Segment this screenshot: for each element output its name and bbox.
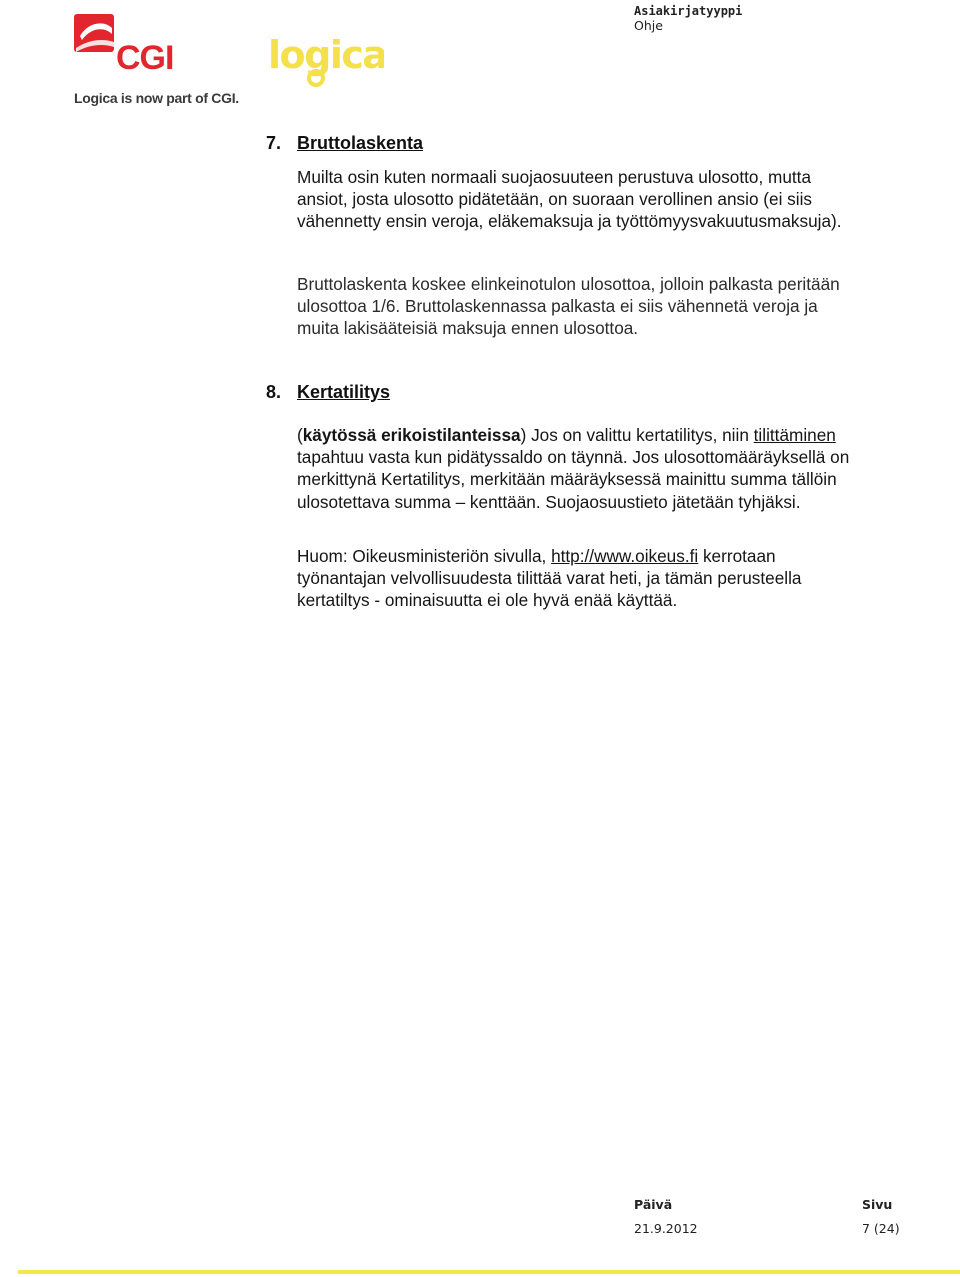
text-run: kerrotaan työnantajan velvollisuudesta tilittää varat heti, ja tämän perusteella kertatiltys - ominaisuutta ei ole hyvä enää käyttää. — [297, 546, 802, 611]
footer-page-value: 7 (24) — [862, 1221, 900, 1236]
oikeus-link[interactable]: http://www.oikeus.fi — [551, 546, 699, 566]
footer-date-label: Päivä — [634, 1197, 673, 1212]
svg-text:CGI: CGI — [116, 39, 174, 72]
footer-date-value: 21.9.2012 — [634, 1221, 698, 1236]
footer-rule — [18, 1270, 960, 1274]
cgi-logo — [74, 14, 186, 72]
svg-text:logica: logica — [268, 33, 384, 77]
text-run: Huom: Oikeusministeriön sivulla, — [297, 546, 552, 566]
footer-page-label: Sivu — [862, 1197, 893, 1212]
paragraph: Muilta osin kuten normaali suojaosuuteen perustuva ulosotto, mutta ansiot, josta ulosotto pidätetään, on suoraan verollinen ansio (ei siis vähennetty ensin veroja, eläkemaksuja ja työttömyysvakuutusmaksuja). — [297, 167, 842, 232]
section-title: Bruttolaskenta — [297, 133, 424, 153]
paragraph: Bruttolaskenta koskee elinkeinotulon ulosottoa, jolloin palkasta peritään ulosottoa 1/6. Bruttolaskennassa palkasta ei siis vähennetä veroja ja muita lakisääteisiä maksuja ennen ulosottoa. — [297, 274, 840, 339]
logica-logo — [266, 30, 384, 92]
logo-tagline: Logica is now part of CGI. — [74, 90, 239, 106]
paragraph — [297, 545, 857, 612]
document-type-value: Ohje — [634, 18, 663, 33]
section-number: 7. — [266, 133, 282, 153]
text-run: ( — [297, 425, 303, 445]
section-title: Kertatilitys — [297, 382, 391, 402]
paragraph — [297, 424, 857, 513]
emphasis-text: käytössä erikoistilanteissa — [302, 425, 521, 445]
text-run: ) Jos on valittu kertatilitys, niin — [520, 425, 754, 445]
document-type-label: Asiakirjatyyppi — [634, 4, 743, 18]
text-run: tapahtuu vasta kun pidätyssaldo on täynnä. Jos ulosottomääräyksellä on merkittynä Kertatilitys, merkitään määräyksessä mainittu summa tällöin ulosotettava summa – kenttään. Suojaosuustieto jätetään tyhjäksi. — [297, 447, 850, 512]
underlined-text: tilittäminen — [753, 425, 836, 445]
section-number: 8. — [266, 382, 282, 402]
